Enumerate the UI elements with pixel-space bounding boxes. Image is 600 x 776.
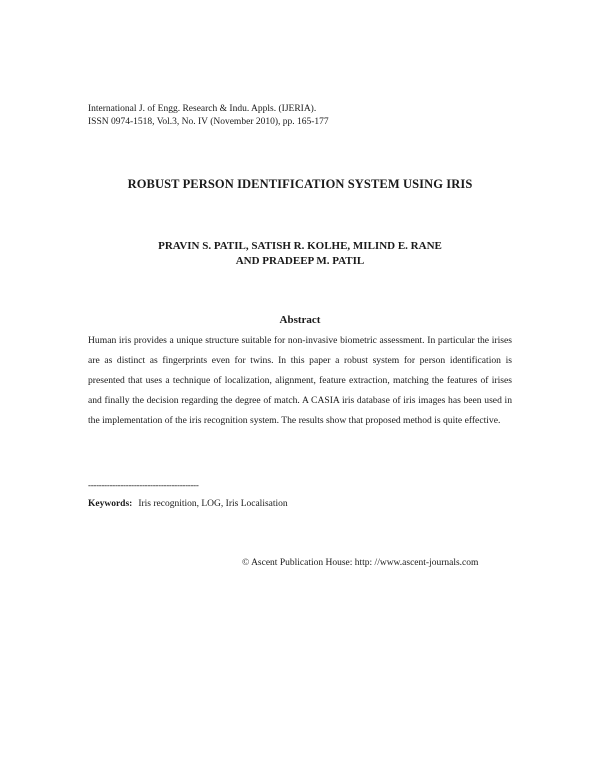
copyright-notice: © Ascent Publication House: http: //www.ascent-journals.com [242,558,479,568]
abstract-body: Human iris provides a unique structure suitable for non-invasive biometric assessment. In particular the irises are as distinct as fingerprints even for twins. In this paper a robust system for person identification is presented that uses a technique of localization, alignment, feature extraction, matching the features of irises and finally the decision regarding the degree of match. A CASIA iris database of iris images has been used in the implementation of the iris recognition system. The results show that proposed method is quite effective. [88,335,512,426]
author-line-2: AND PRADEEP M. PATIL [235,255,365,267]
paper-title: ROBUST PERSON IDENTIFICATION SYSTEM USING IRIS [127,177,473,191]
author-line-1: PRAVIN S. PATIL, SATISH R. KOLHE, MILIND E. RANE [158,240,442,252]
journal-header [88,103,329,129]
keywords [88,499,288,509]
journal-citation-line: International J. of Engg. Research & Indu. Appls. (IJERIA). [88,104,317,114]
footnote-divider: ----------------------------------------- [88,480,199,490]
abstract-heading: Abstract [279,314,321,326]
journal-issn-line: ISSN 0974-1518, Vol.3, No. IV (November 2010), pp. 165-177 [88,117,329,127]
author-list [0,239,600,269]
keywords-label: Keywords: [88,499,133,509]
keywords-text: Iris recognition, LOG, Iris Localisation [138,499,288,509]
